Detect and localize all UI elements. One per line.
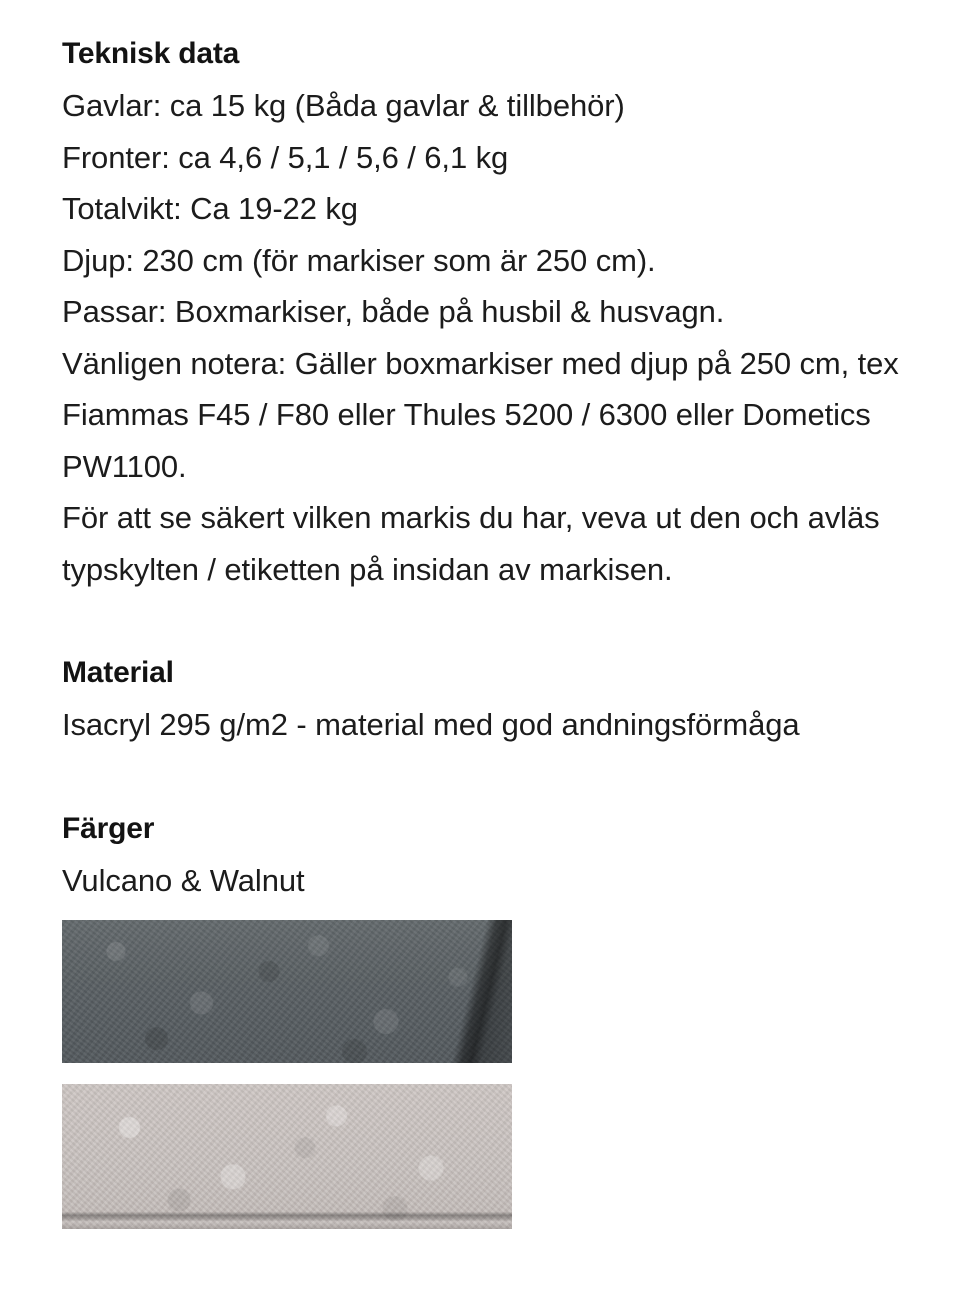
- color-swatch-vulcano: [62, 920, 512, 1063]
- spec-note-vanligen-notera: Vänligen notera: Gäller boxmarkiser med djup på 250 cm, tex Fiammas F45 / F80 eller Thules 5200 / 6300 eller Dometics PW1100.: [62, 345, 899, 484]
- spec-line-totalvikt: Totalvikt: Ca 19-22 kg: [62, 191, 358, 226]
- heading-farger: Färger: [62, 811, 155, 845]
- spec-note-typskylt: För att se säkert vilken markis du har, veva ut den och avläs typskylten / etiketten på insidan av markisen.: [62, 500, 880, 587]
- section-spacer: [62, 751, 900, 803]
- teknisk-data-body: [62, 80, 900, 595]
- spec-line-fronter: Fronter: ca 4,6 / 5,1 / 5,6 / 6,1 kg: [62, 139, 509, 175]
- spec-line-djup: Djup: 230 cm (för markiser som är 250 cm).: [62, 242, 656, 278]
- heading-teknisk-data: Teknisk data: [62, 37, 240, 70]
- material-body: [62, 699, 900, 751]
- color-swatch-gallery: [62, 920, 900, 1229]
- section-farger: [62, 803, 900, 1230]
- farger-body: [62, 855, 900, 907]
- color-names: Vulcano & Walnut: [62, 862, 305, 898]
- section-spacer: [62, 595, 900, 647]
- spec-line-passar: Passar: Boxmarkiser, både på husbil & husvagn.: [62, 294, 725, 329]
- heading-material: Material: [62, 656, 174, 689]
- material-description: Isacryl 295 g/m2 - material med god andningsförmåga: [62, 707, 800, 742]
- color-swatch-walnut: [62, 1084, 512, 1229]
- spec-line-gavlar: Gavlar: ca 15 kg (Båda gavlar & tillbehör): [62, 88, 625, 123]
- section-teknisk-data: [62, 28, 900, 595]
- section-material: [62, 647, 900, 751]
